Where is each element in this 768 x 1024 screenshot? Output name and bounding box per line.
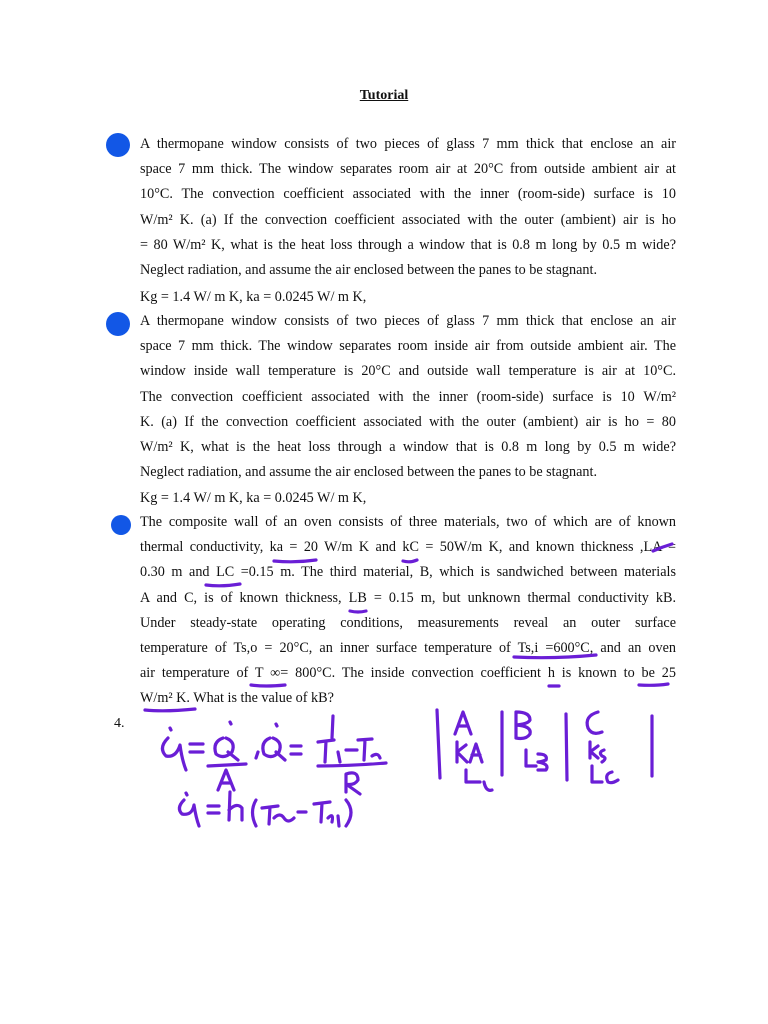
ink-q-dot — [170, 728, 171, 730]
ink-To — [358, 739, 380, 760]
ink-wall-left — [437, 710, 440, 778]
problem-1-line: W/m² K. (a) If the convection coefficient associated with the outer (ambient) air is ho — [140, 211, 676, 228]
problem-2-line: The convection coefficient associated with the inner (room-side) surface is 10 W/m² — [140, 388, 676, 405]
bullet-marker-2 — [106, 312, 130, 336]
ink-ks — [590, 742, 605, 762]
ink-eq3 — [208, 806, 219, 813]
ink-eq2 — [291, 746, 301, 754]
ink-B-letter — [516, 712, 530, 739]
ink-wall-bc — [566, 714, 567, 780]
problem-2-text — [140, 309, 676, 485]
ink-frac1 — [208, 764, 246, 766]
bullet-marker-3 — [111, 515, 131, 535]
ink-comma — [256, 752, 258, 758]
problem-1-line: Neglect radiation, and assume the air enclosed between the panes to be stagnant. — [140, 261, 597, 278]
ink-LA — [466, 770, 492, 790]
problem-1-text — [140, 132, 676, 283]
ink-Lc — [592, 766, 618, 783]
problem-1-line: A thermopane window consists of two pieces of glass 7 mm thick that enclose an air — [140, 136, 676, 152]
problem-2-line: K. (a) If the convection coefficient associated with the outer (ambient) air is ho = 80 — [140, 413, 676, 430]
ink-Q2 — [263, 738, 285, 760]
ink-C-letter — [587, 712, 602, 733]
problem-3-text — [140, 510, 676, 712]
ink-h — [229, 792, 242, 820]
page-title: Tutorial — [359, 88, 409, 103]
ink-R — [346, 773, 360, 794]
item-4-label: 4. — [114, 716, 125, 731]
problem-2-line: window inside wall temperature is 20°C and outside wall temperature is air at 10°C. — [140, 363, 676, 380]
problem-3-line: air temperature of T ∞= 800°C. The inside convection coefficient h is known to be 25 — [140, 665, 676, 682]
problem-2-line: W/m² K, what is the heat loss through a window that is 0.8 m long by 0.5 m wide? — [140, 438, 676, 455]
bullet-marker-1 — [106, 133, 130, 157]
problem-2-line: space 7 mm thick. The window separates room inside air from outside ambient air. The — [140, 338, 676, 355]
ink-q2-dot — [186, 793, 187, 795]
ink-Q — [215, 738, 238, 760]
problem-2-constants: Kg = 1.4 W/ m K, ka = 0.0245 W/ m K, — [140, 490, 367, 506]
ink-A — [218, 770, 234, 790]
problem-2-line: A thermopane window consists of two pieces of glass 7 mm thick that enclose an air — [140, 313, 676, 329]
ink-Tsi — [314, 802, 339, 826]
problem-1-line: space 7 mm thick. The window separates room air at 20°C from outside ambient air at — [140, 161, 676, 178]
problem-3-line: A and C, is of known thickness, LB = 0.15 m, but unknown thermal conductivity kB. — [140, 589, 676, 606]
ink-kA — [457, 742, 482, 762]
problem-1-line: 10°C. The convection coefficient associated with the inner (room-side) surface is 10 — [140, 186, 676, 203]
problem-2-line: Neglect radiation, and assume the air enclosed between the panes to be stagnant. — [140, 464, 597, 481]
ink-q — [162, 738, 186, 770]
ink-A-letter — [455, 712, 471, 734]
ink-Q-dot — [230, 722, 231, 724]
problem-3-line: 0.30 m and LC =0.15 m. The third material, B, which is sandwiched between materials — [140, 564, 676, 581]
problem-1-line: = 80 W/m² K, what is the heat loss through a window that is 0.8 m long by 0.5 m wide? — [140, 236, 676, 253]
ink-Q2-dot — [276, 724, 277, 726]
ink-lparen — [253, 800, 257, 826]
ink-Ti — [318, 740, 340, 762]
ink-rparen — [346, 800, 351, 826]
problem-3-line: W/m² K. What is the value of kB? — [140, 690, 334, 707]
problem-1-constants: Kg = 1.4 W/ m K, ka = 0.0245 W/ m K, — [140, 289, 367, 305]
ink-q2 — [179, 800, 199, 826]
problem-3-line: Under steady-state operating conditions, measurements reveal an outer surface — [140, 614, 676, 631]
problem-3-line: thermal conductivity, ka = 20 W/m K and kC = 50W/m K, and known thickness ,LA = — [140, 539, 676, 556]
ink-LB — [526, 750, 547, 770]
ink-tall-bar — [332, 716, 333, 738]
ink-eq1 — [190, 744, 203, 752]
problem-3-line: The composite wall of an oven consists of three materials, two of which are of known — [140, 514, 676, 530]
problem-3-line: temperature of Ts,o = 20°C, an inner surface temperature of Ts,i =600°C, and an oven — [140, 639, 676, 656]
ink-Tinf — [262, 806, 294, 824]
ink-frac2 — [318, 763, 386, 766]
